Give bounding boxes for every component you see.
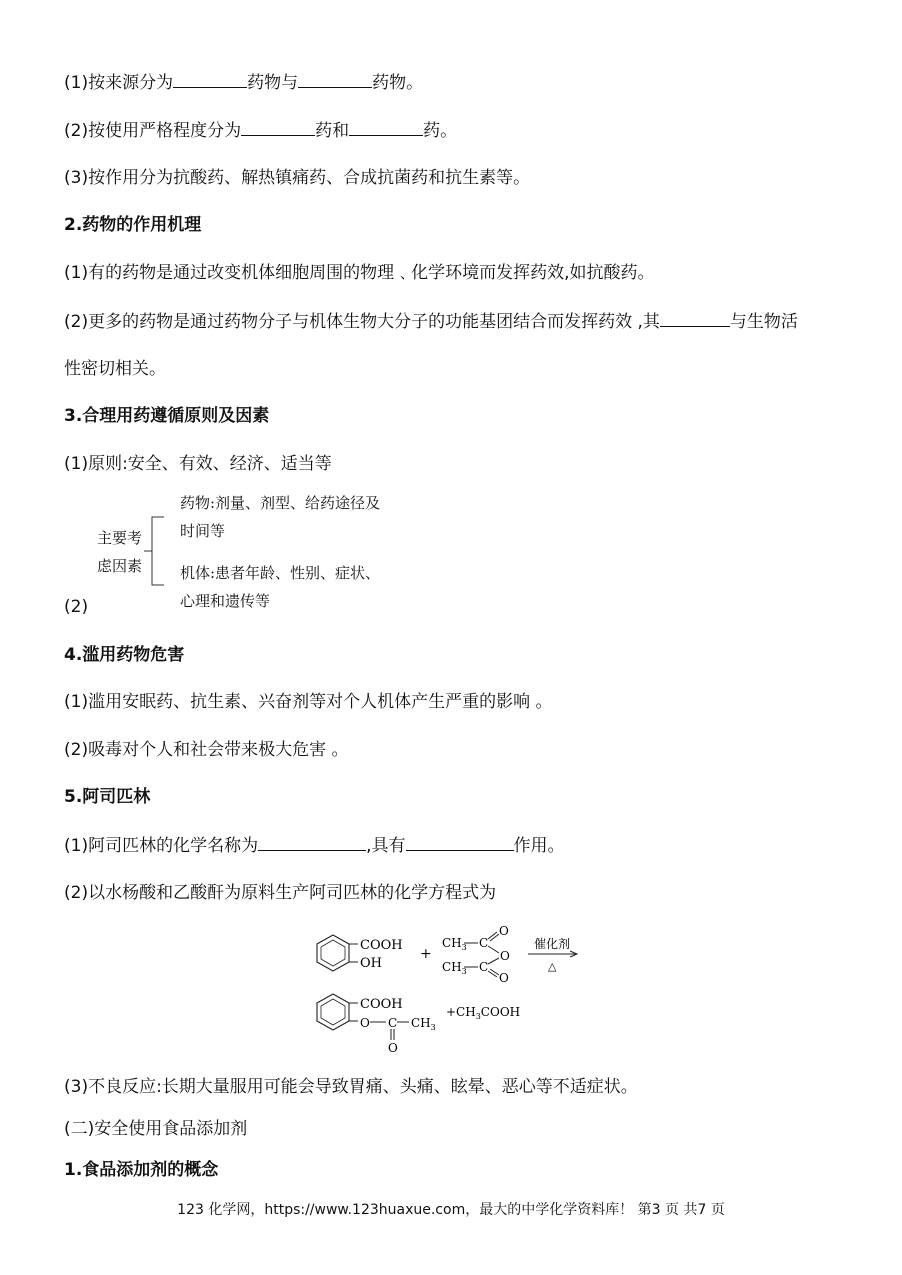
acetic-acid-label: $+CH_3COOH$ bbox=[446, 1005, 521, 1021]
svg-text:O: O bbox=[499, 971, 509, 985]
bracket-icon bbox=[144, 515, 168, 587]
blank-field[interactable] bbox=[173, 70, 247, 88]
factors-label: 主要考 bbox=[97, 529, 143, 547]
classification-by-strictness: (2)按使用严格程度分为 药和 药。 bbox=[64, 118, 457, 143]
factors-label: 虑因素 bbox=[97, 557, 143, 575]
blank-field[interactable] bbox=[258, 833, 366, 851]
svg-text:O: O bbox=[499, 924, 509, 938]
synthesis-intro: (2)以水杨酸和乙酸酐为原料生产阿司匹林的化学方程式为 bbox=[64, 883, 497, 903]
blank-field[interactable] bbox=[298, 70, 372, 88]
section-heading: (二)安全使用食品添加剂 bbox=[64, 1119, 248, 1139]
blank-field[interactable] bbox=[241, 118, 315, 136]
section-heading: 5.阿司匹林 bbox=[64, 787, 151, 807]
mechanism-1: (1)有的药物是通过改变机体细胞周围的物理﹑化学环境而发挥药效,如抗酸药。 bbox=[64, 263, 655, 283]
body-factor: 心理和遗传等 bbox=[180, 592, 271, 610]
section-heading: 1.食品添加剂的概念 bbox=[64, 1160, 219, 1180]
svg-text:C: C bbox=[479, 936, 489, 950]
factors-item-number: (2) bbox=[64, 597, 89, 617]
body-factor: 机体:患者年龄、性别、症状、 bbox=[180, 564, 381, 582]
section-heading: 2.药物的作用机理 bbox=[64, 215, 202, 235]
mechanism-2-continued: 性密切相关。 bbox=[64, 359, 166, 379]
svg-text:C: C bbox=[479, 960, 489, 974]
aspirin-name: (1)阿司匹林的化学名称为 ,具有 作用。 bbox=[64, 833, 565, 858]
blank-field[interactable] bbox=[349, 118, 423, 136]
salicylic-acid-structure bbox=[317, 935, 403, 971]
side-effects: (3)不良反应:长期大量服用可能会导致胃痛、头痛、眩晕、恶心等不适症状。 bbox=[64, 1077, 638, 1097]
cooh-label: COOH bbox=[360, 938, 403, 953]
abuse-1: (1)滥用安眠药、抗生素、兴奋剂等对个人机体产生严重的影响 。 bbox=[64, 692, 553, 712]
svg-text:C: C bbox=[388, 1016, 398, 1030]
principles: (1)原则:安全、有效、经济、适当等 bbox=[64, 454, 332, 474]
methyl-label: $CH_3$ bbox=[442, 936, 467, 952]
methyl-label: $CH_3$ bbox=[442, 960, 467, 976]
blank-field[interactable] bbox=[660, 309, 730, 327]
drug-factor: 药物:剂量、剂型、给药途径及 bbox=[180, 494, 381, 512]
svg-text:O: O bbox=[388, 1041, 398, 1055]
aspirin-synthesis-equation bbox=[300, 920, 600, 1060]
abuse-2: (2)吸毒对个人和社会带来极大危害 。 bbox=[64, 740, 349, 760]
acetic-anhydride-structure bbox=[442, 924, 510, 985]
cooh-label: COOH bbox=[360, 997, 403, 1012]
methyl-label: $CH_3$ bbox=[411, 1016, 436, 1032]
drug-factor: 时间等 bbox=[180, 522, 226, 540]
svg-text:O: O bbox=[500, 949, 510, 963]
classification-by-source: (1)按来源分为 药物与 药物。 bbox=[64, 70, 423, 95]
catalyst-label: 催化剂 bbox=[534, 937, 571, 951]
svg-text:O: O bbox=[360, 1016, 370, 1030]
heat-label: △ bbox=[548, 960, 557, 973]
plus-sign: + bbox=[420, 946, 432, 962]
blank-field[interactable] bbox=[406, 833, 514, 851]
oh-label: OH bbox=[360, 956, 382, 971]
aspirin-structure bbox=[317, 994, 436, 1055]
section-heading: 3.合理用药遵循原则及因素 bbox=[64, 406, 270, 426]
section-heading: 4.滥用药物危害 bbox=[64, 645, 185, 665]
page-footer: 123 化学网，https://www.123huaxue.com，最大的中学化学资料库！ 第3 页 共7 页 bbox=[177, 1202, 725, 1218]
classification-by-effect: (3)按作用分为抗酸药、解热镇痛药、合成抗菌药和抗生素等。 bbox=[64, 168, 531, 188]
mechanism-2: (2)更多的药物是通过药物分子与机体生物大分子的功能基团结合而发挥药效 ,其 与生物活 bbox=[64, 309, 798, 334]
